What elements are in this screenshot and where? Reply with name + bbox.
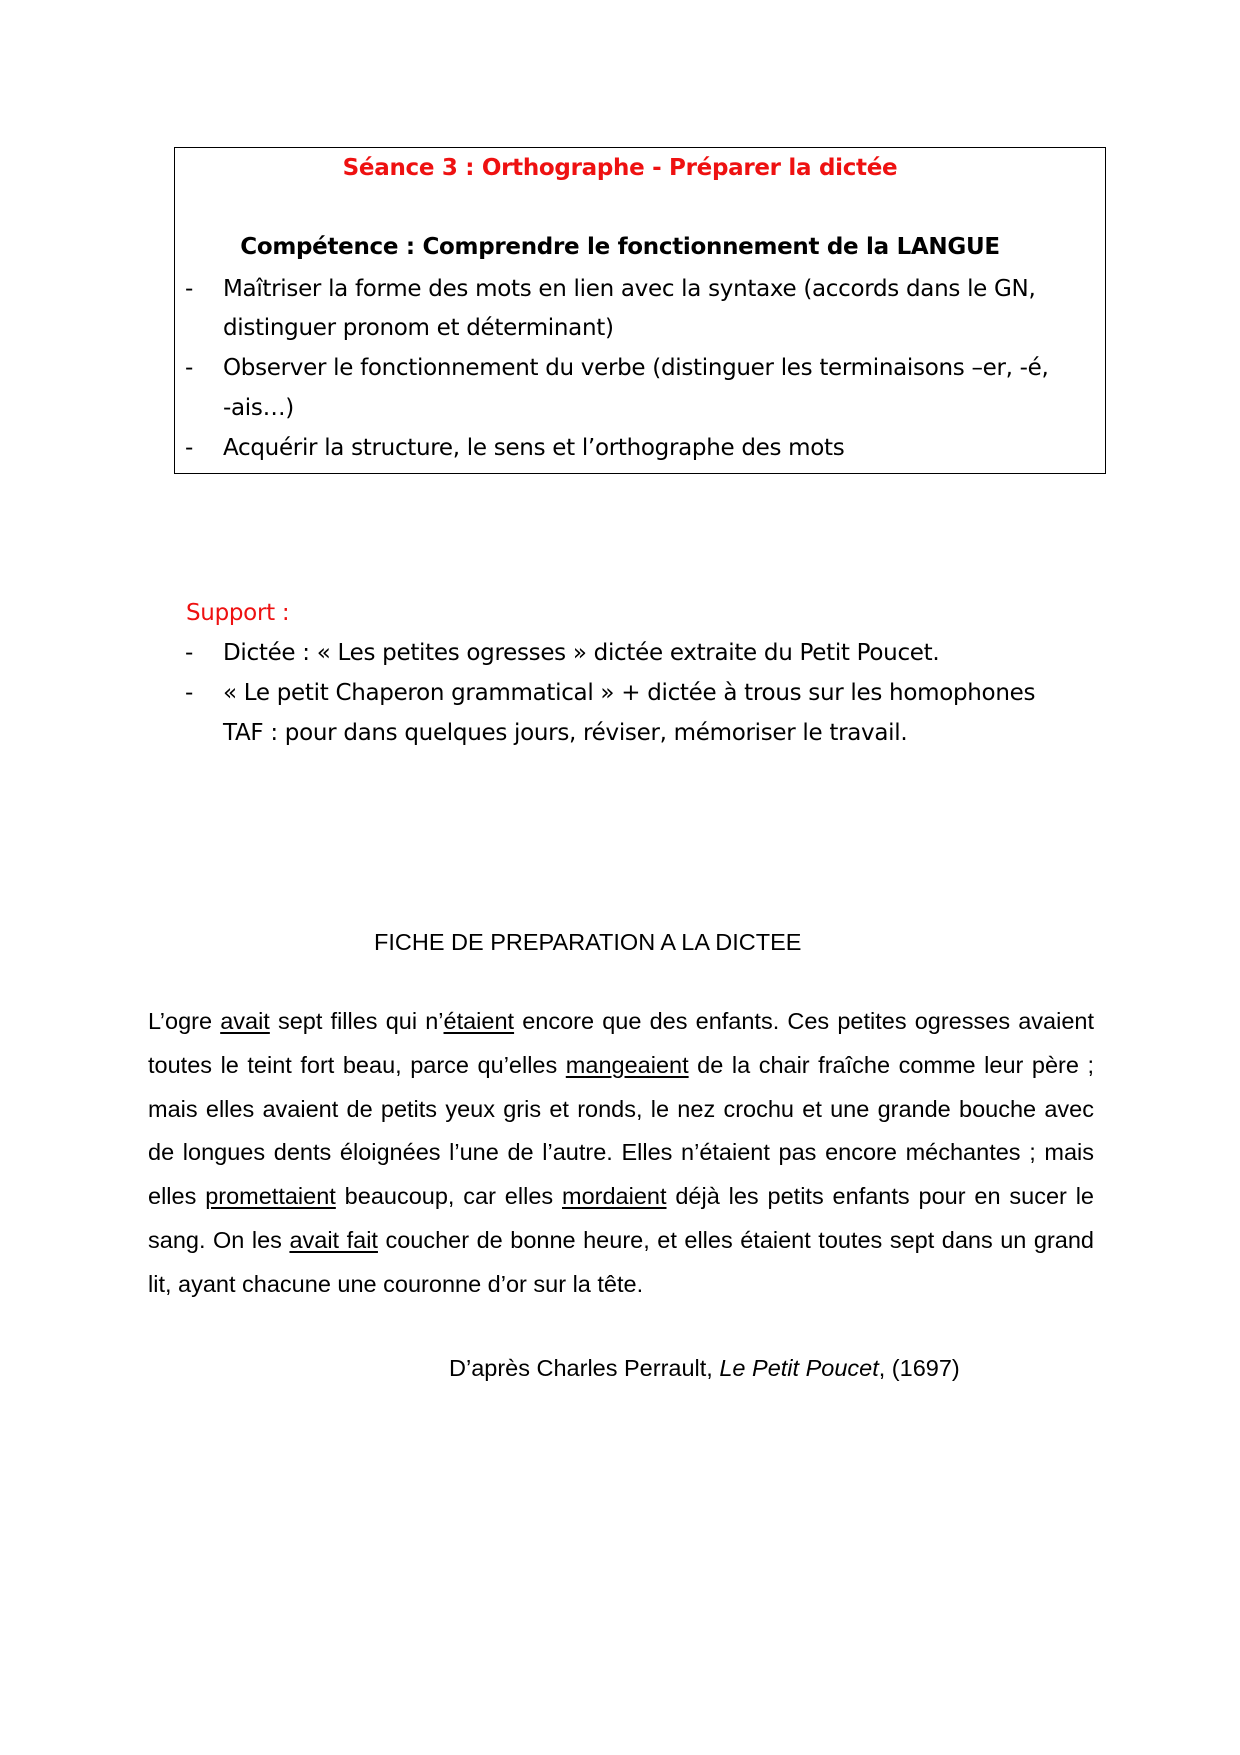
objective-text: Maîtriser la forme des mots en lien avec la syntaxe (accords dans le GN, — [223, 276, 1036, 302]
list-dash: - — [185, 276, 193, 302]
list-dash: - — [185, 640, 193, 666]
work-title: Le Petit Poucet — [719, 1355, 879, 1381]
support-item: Dictée : « Les petites ogresses » dictée extraite du Petit Poucet. — [223, 640, 940, 666]
underlined-verb: promettaient — [205, 1183, 336, 1210]
underlined-verb: avait fait — [289, 1226, 378, 1253]
underlined-verb: mangeaient — [565, 1051, 689, 1078]
homework-text: TAF : pour dans quelques jours, réviser, mémoriser le travail. — [223, 720, 908, 746]
objective-text: distinguer pronom et déterminant) — [223, 315, 614, 341]
objective-text: Acquérir la structure, le sens et l’orthographe des mots — [223, 435, 845, 461]
text-segment: sept filles qui n’ — [269, 1008, 444, 1034]
list-dash: - — [185, 355, 193, 381]
dictation-text — [148, 1000, 1094, 1307]
text-segment: beaucoup, car elles — [335, 1183, 562, 1210]
list-dash: - — [185, 680, 193, 706]
session-title: Séance 3 : Orthographe - Préparer la dictée — [342, 155, 898, 181]
attribution-year: , (1697) — [878, 1355, 960, 1381]
text-segment: L’ogre — [148, 1008, 221, 1034]
fiche-heading: FICHE DE PREPARATION A LA DICTEE — [374, 929, 802, 955]
underlined-verb: avait — [220, 1008, 270, 1034]
objective-text: Observer le fonctionnement du verbe (distinguer les terminaisons –er, -é, — [223, 355, 1049, 381]
text-segment: déjà les petits enfants pour en sucer le sang. On les — [148, 1183, 1094, 1253]
text-segment: de la chair fraîche comme leur père ; mais elles avaient de petits yeux gris et ronds, le nez crochu et une grande bouche avec de longues dents éloignées l’une de l’autre. Elles n’étaient pas encore méchantes ; mais elles — [148, 1051, 1094, 1210]
attribution-prefix: D’après Charles Perrault, — [449, 1355, 720, 1381]
underlined-verb: étaient — [443, 1008, 515, 1034]
support-item: « Le petit Chaperon grammatical » + dictée à trous sur les homophones — [223, 680, 1036, 706]
text-segment: encore que des enfants. Ces petites ogresses avaient toutes le teint fort beau, parce qu’elles — [148, 1008, 1095, 1078]
list-dash: - — [185, 435, 193, 461]
competence-heading: Compétence : Comprendre le fonctionnement de la LANGUE — [240, 234, 1000, 260]
text-segment: coucher de bonne heure, et elles étaient toutes sept dans un grand lit, ayant chacune une couronne d’or sur la tête. — [148, 1226, 1094, 1297]
underlined-verb: mordaient — [562, 1183, 667, 1210]
objective-text: -ais…) — [223, 395, 294, 421]
attribution — [449, 1355, 960, 1382]
objectives-box — [174, 147, 1106, 474]
support-label: Support : — [186, 600, 290, 626]
